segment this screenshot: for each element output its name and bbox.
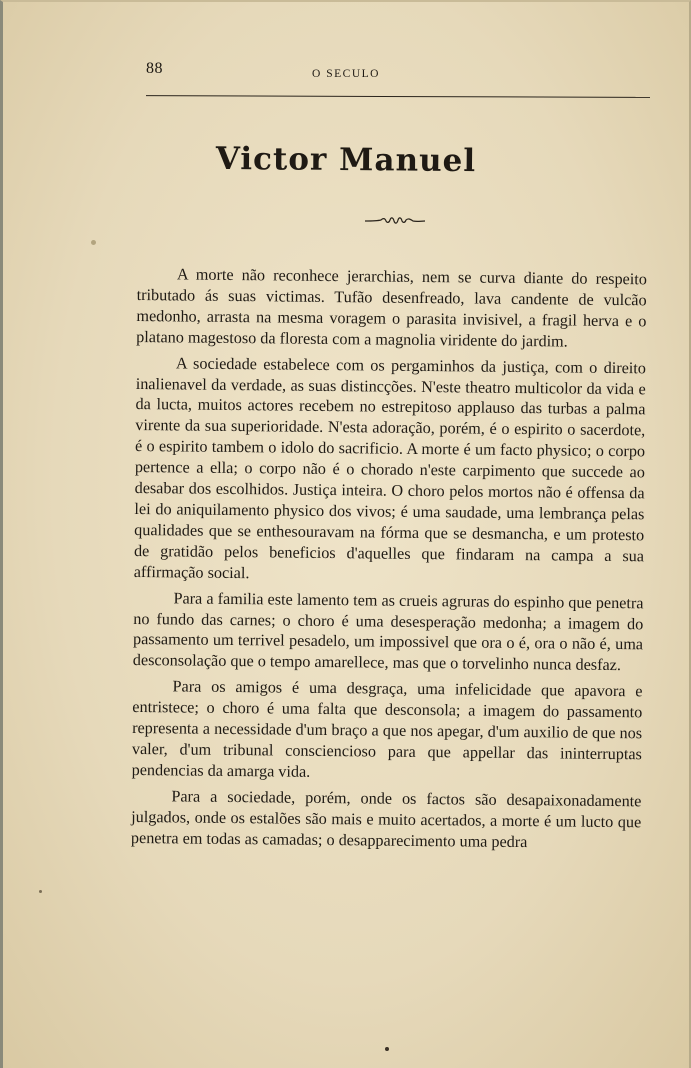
- paper-speck: [39, 890, 42, 893]
- header-rule: [146, 95, 650, 98]
- paragraph: Para os amigos é uma desgraça, uma infelicidade que apavora e entristece; o choro é uma falta que desconsola; a imagem do passamento representa a necessidade d'um braço a que nos apegar, d'um auxilio de que nos valer, d'um tribunal consciencioso para que appellar das ininterruptas pendencias da amarga vida.: [131, 677, 643, 781]
- article-title: Victor Manuel: [215, 140, 477, 180]
- paragraph: Para a sociedade, porém, onde os factos são desapaixonadamente julgados, onde os estalões são mais e muito acertados, a morte é um lucto que penetra em todas as camadas; o desapparecimento uma pedra: [130, 787, 642, 851]
- paragraph: Para a familia este lamento tem as crueis agruras do espinho que penetra no fundo das carnes; o choro é uma desesperação medonha; a imagem do passamento um terrivel pesadelo, um impossivel que ora o é, ora o não é, uma desconsolação que o tempo amarellece, mas que o torvelinho nunca desfaz.: [132, 588, 644, 675]
- page-number: 88: [146, 60, 163, 77]
- paper-speck: [91, 240, 96, 245]
- paragraph: A sociedade estabelece com os pergaminhos da justiça, com o direito inalienavel da verdade, as suas distincções. N'este theatro multicolor da vida e da lucta, muitos actores recebem no estrepitoso applauso das turbas a palma virente da sua superioridade. N'esta adoração, porém, é o espirito o sacerdote, é o espirito tambem o idolo do sacrificio. A morte é um facto physico; o corpo pertence a ella; o corpo não é o chorado n'este carpimento que succede ao desabar dos escolhidos. Justiça inteira. O choro pelos mortos não é offensa da lei do aniquilamento physico dos vivos; é uma saudade, uma lembrança pelas qualidades que se enthesouravam na fórma que se desmancha, e um protesto de gratidão pelos beneficios d'aquelles que findaram na campa a sua affirmação social.: [133, 354, 647, 582]
- paper-speck: [385, 1047, 389, 1051]
- paragraph: A morte não reconhece jerarchias, nem se curva diante do respeito tributado ás suas victimas. Tufão desenfreado, lava candente de vulcão medonho, arrasta na mesma voragem o parasita invisivel, a fragil herva e o platano magestoso da floresta com a magnolia viridente do jardim.: [136, 265, 647, 351]
- article-body: [131, 264, 647, 859]
- flourish-divider-icon: [363, 212, 427, 228]
- running-head: O SECULO: [312, 68, 380, 80]
